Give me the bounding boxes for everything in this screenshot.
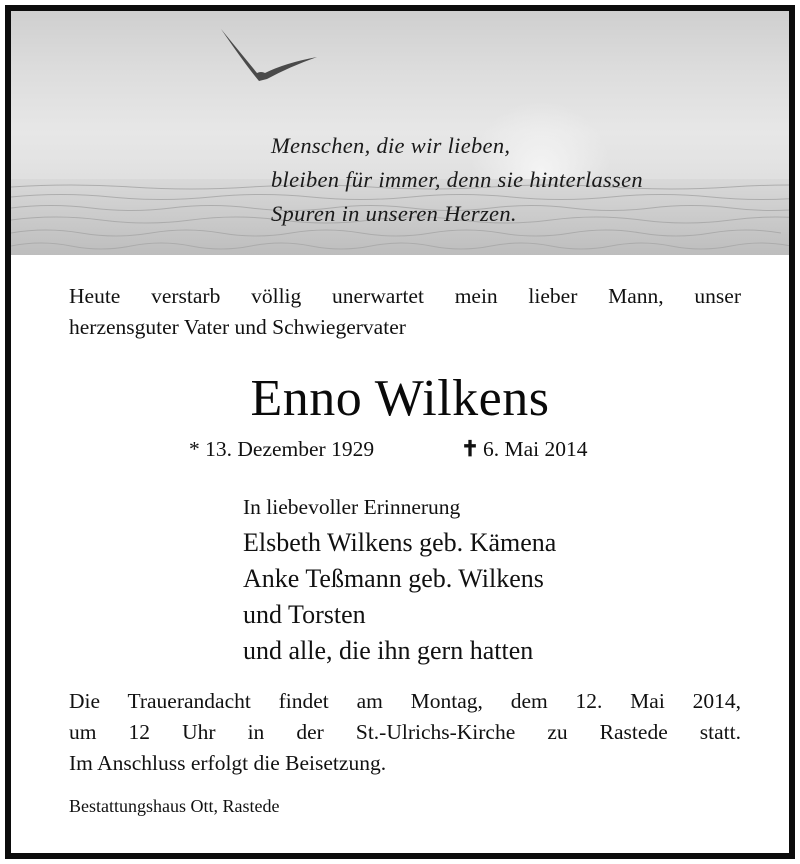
death-announcement-intro <box>69 281 741 343</box>
quote-line: Spuren in unseren Herzen. <box>271 201 517 226</box>
service-line: Die Trauerandacht findet am Montag, dem 12. Mai 2014, <box>69 689 741 713</box>
funeral-service-info <box>69 686 741 779</box>
funeral-home: Bestattungshaus Ott, Rastede <box>69 796 280 816</box>
quote-line: bleiben für immer, denn sie hinterlassen <box>271 167 643 192</box>
memorial-quote <box>271 129 643 231</box>
intro-line: herzensguter Vater und Schwiegervater <box>69 315 406 339</box>
mourner-name: und alle, die ihn gern hatten <box>243 636 534 665</box>
death-date-group <box>461 434 588 464</box>
memory-heading: In liebevoller Erinnerung <box>243 495 461 519</box>
obituary-frame <box>5 5 795 859</box>
quote-line: Menschen, die wir lieben, <box>271 133 511 158</box>
seagull-icon <box>221 29 317 81</box>
cross-icon: ✝ <box>461 437 480 461</box>
deceased-name: Enno Wilkens <box>250 370 550 427</box>
mourner-name: und Torsten <box>243 600 366 629</box>
birth-date: * 13. Dezember 1929 <box>189 437 375 461</box>
mourner-name: Anke Teßmann geb. Wilkens <box>243 564 544 593</box>
service-line: um 12 Uhr in der St.-Ulrichs-Kirche zu Rastede statt. <box>69 720 741 744</box>
mourners-list <box>243 525 556 669</box>
mourner-name: Elsbeth Wilkens geb. Kämena <box>243 528 557 557</box>
intro-line: Heute verstarb völlig unerwartet mein lieber Mann, unser <box>69 284 741 308</box>
death-date: 6. Mai 2014 <box>483 437 588 461</box>
service-line: Im Anschluss erfolgt die Beisetzung. <box>69 751 387 775</box>
seascape-header-image <box>11 11 789 255</box>
